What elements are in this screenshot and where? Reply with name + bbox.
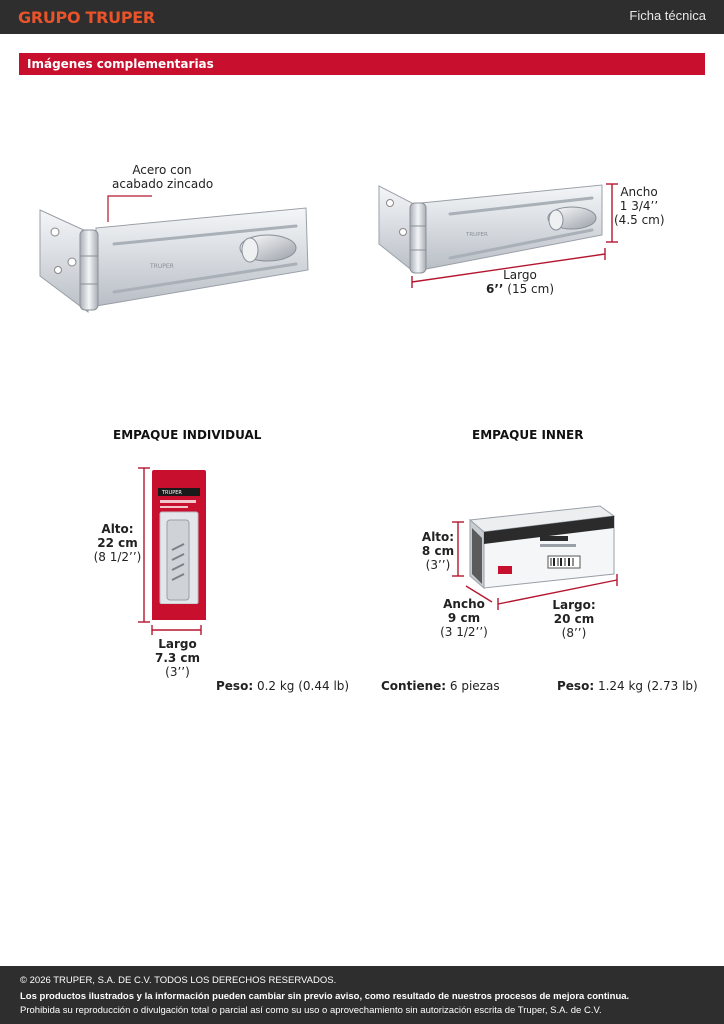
box-image xyxy=(470,506,614,588)
svg-text:TRUPER: TRUPER xyxy=(162,490,182,496)
hasp-image-1 xyxy=(40,208,308,312)
footer-copyright: © 2026 TRUPER, S.A. DE C.V. TODOS LOS DERECHOS RESERVADOS. xyxy=(20,975,337,986)
inner-largo-label: Largo: 20 cm (8’’) xyxy=(552,598,596,640)
document-type: Ficha técnica xyxy=(629,8,706,23)
footer-legal: Prohibida su reproducción o divulgación total o parcial así como su uso o aprovechamiento sin autorización escrita de Truper, S.A. de C.V. xyxy=(20,1005,602,1016)
inner-alto-label: Alto: 8 cm (3’’) xyxy=(421,530,455,572)
individual-largo-label: Largo 7.3 cm (3’’) xyxy=(154,637,201,679)
inner-peso: Peso: 1.24 kg (2.73 lb) xyxy=(557,679,698,693)
empaque-inner-title: EMPAQUE INNER xyxy=(472,428,584,442)
svg-text:TRUPER: TRUPER xyxy=(150,263,174,270)
inner-ancho-label: Ancho 9 cm (3 1/2’’) xyxy=(440,597,488,639)
individual-peso: Peso: 0.2 kg (0.44 lb) xyxy=(216,679,350,693)
largo-label: Largo 6’’ (15 cm) xyxy=(485,268,555,296)
section-title: Imágenes complementarias xyxy=(27,57,214,71)
ancho-label: Ancho 1 3/4’’ (4.5 cm) xyxy=(614,185,665,227)
inner-contiene: Contiene: 6 piezas xyxy=(381,679,500,693)
empaque-individual-title: EMPAQUE INDIVIDUAL xyxy=(113,428,262,442)
individual-alto-label: Alto: 22 cm (8 1/2’’) xyxy=(93,522,142,564)
footer xyxy=(0,966,724,1024)
material-label: Acero con acabado zincado xyxy=(112,163,214,191)
svg-text:TRUPER: TRUPER xyxy=(466,232,488,238)
package-bag-image xyxy=(152,470,206,620)
footer-notice: Los productos ilustrados y la información pueden cambiar sin previo aviso, como resultado de nuestros procesos de mejora continua. xyxy=(20,991,630,1002)
brand-logo: GRUPO TRUPER xyxy=(18,8,155,27)
